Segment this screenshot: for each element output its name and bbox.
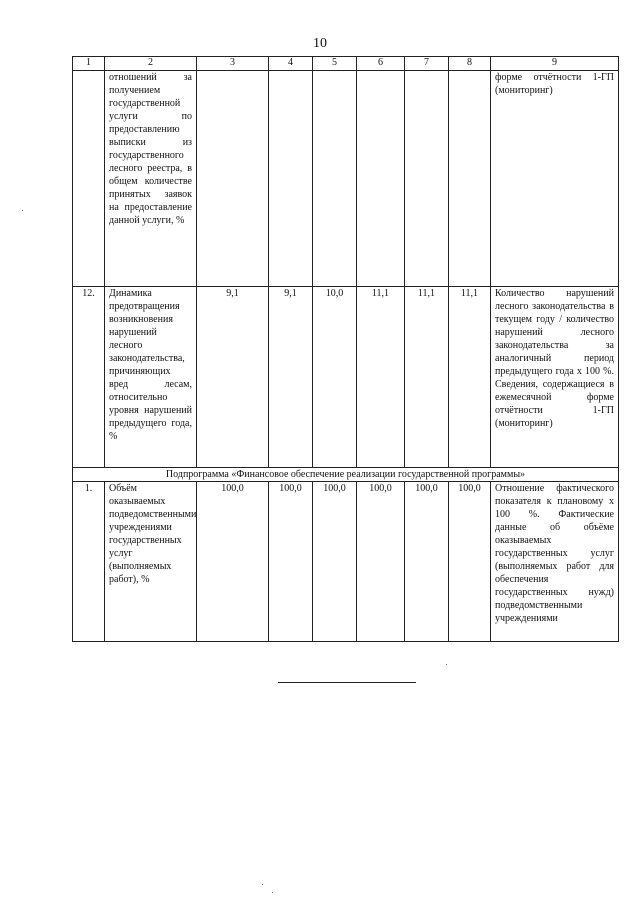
subprogram-title: Подпрограмма «Финансовое обеспечение реализации государственной программы»: [73, 468, 619, 482]
table-row: [73, 71, 619, 287]
header-cell: 5: [313, 57, 357, 71]
value-cell: [449, 71, 491, 287]
value-cell: 100,0: [269, 482, 313, 642]
header-cell: 3: [197, 57, 269, 71]
value-cell: [269, 71, 313, 287]
header-cell: 1: [73, 57, 105, 71]
value-cell: [405, 71, 449, 287]
subprogram-row: [73, 468, 619, 482]
value-cell: 100,0: [357, 482, 405, 642]
header-cell: 9: [491, 57, 619, 71]
value-cell: 100,0: [449, 482, 491, 642]
value-cell: 9,1: [269, 287, 313, 468]
value-cell: 11,1: [449, 287, 491, 468]
value-cell: 11,1: [405, 287, 449, 468]
value-cell: [313, 71, 357, 287]
header-cell: 4: [269, 57, 313, 71]
value-cell: 11,1: [357, 287, 405, 468]
row-number: 1.: [73, 482, 105, 642]
header-cell: 2: [105, 57, 197, 71]
table-row: [73, 482, 619, 642]
calculation-method: форме отчётности 1-ГП (мониторинг): [491, 71, 619, 287]
page-number: 10: [313, 36, 327, 51]
indicator-name: Объём оказываемых подведомственными учреждениями государственных услуг (выполняемых работ), %: [105, 482, 197, 642]
value-cell: 100,0: [197, 482, 269, 642]
row-number: 12.: [73, 287, 105, 468]
header-cell: 7: [405, 57, 449, 71]
table-row: [73, 287, 619, 468]
indicator-name: Динамика предотвращения возникновения нарушений лесного законодательства, причиняющих вред лесам, относительно уровня нарушений предыдущего года, %: [105, 287, 197, 468]
value-cell: [197, 71, 269, 287]
header-cell: 8: [449, 57, 491, 71]
calculation-method: Количество нарушений лесного законодательства в текущем году / количество нарушений лесного законодательства за аналогичный период предыдущего года х 100 %. Сведения, содержащиеся в ежемесячной форме отчётности 1-ГП (мониторинг): [491, 287, 619, 468]
header-cell: 6: [357, 57, 405, 71]
header-row: [73, 57, 619, 71]
indicator-name: отношений за получением государственной услуги по предоставлению выписки из государственного лесного реестра, в общем количестве принятых заявок на предоставление данной услуги, %: [105, 71, 197, 287]
indicators-table: [72, 56, 619, 642]
calculation-method: Отношение фактического показателя к плановому х 100 %. Фактические данные об объёме оказываемых государственных услуг (выполняемых работ для обеспечения государственных нужд) подведомственными учреждениями: [491, 482, 619, 642]
end-of-document-rule: [278, 682, 416, 683]
value-cell: 10,0: [313, 287, 357, 468]
value-cell: 100,0: [405, 482, 449, 642]
value-cell: 9,1: [197, 287, 269, 468]
row-number: [73, 71, 105, 287]
value-cell: [357, 71, 405, 287]
value-cell: 100,0: [313, 482, 357, 642]
